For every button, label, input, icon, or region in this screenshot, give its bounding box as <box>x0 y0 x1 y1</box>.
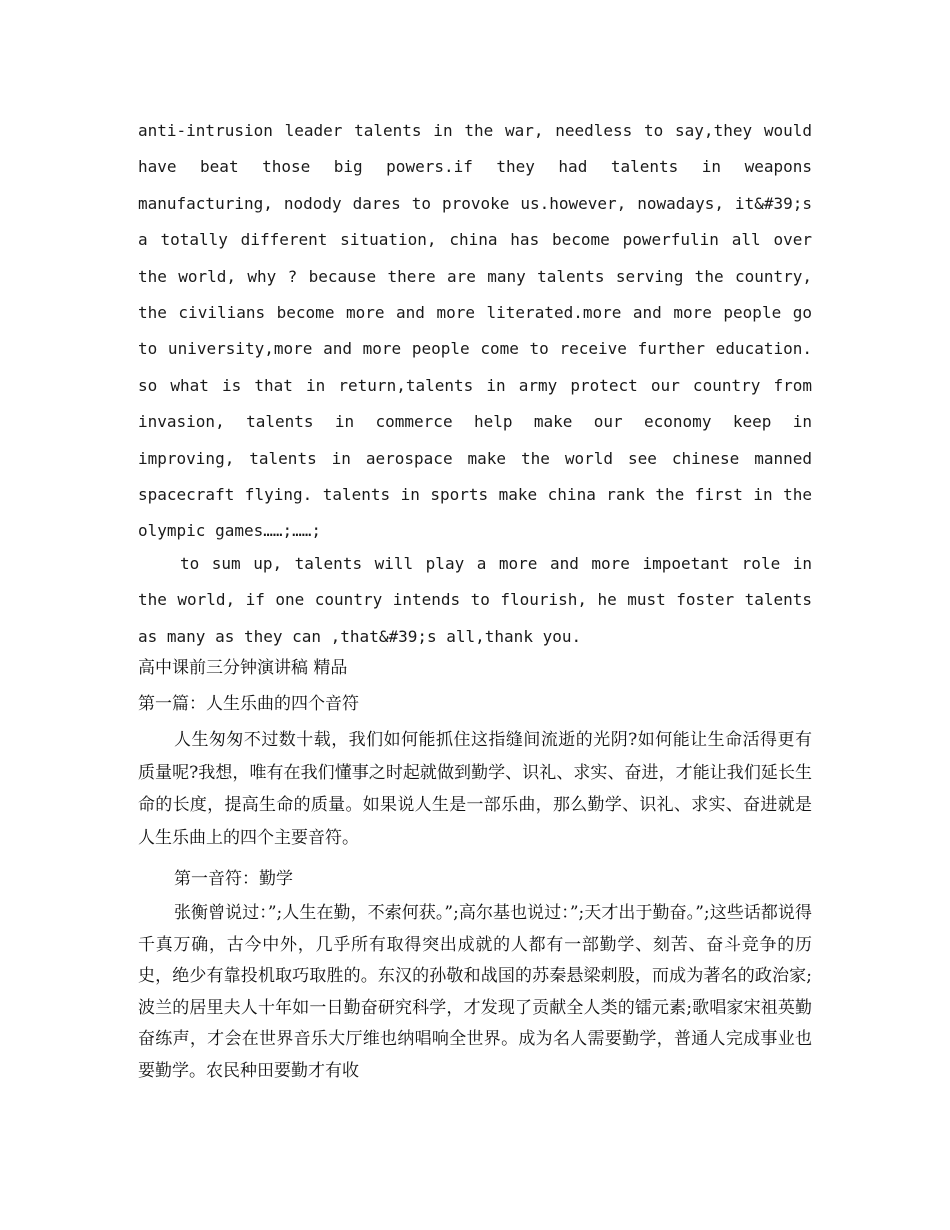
section-heading: 第一音符：勤学 <box>174 869 293 889</box>
english-paragraph-2: to sum up, talents will play a more and more impoetant role in the world, if one country intends to flourish, he must foster talents as many as they can ,that&#39;s all,thank you. <box>138 554 812 646</box>
chinese-paragraph-1: 人生匆匆不过数十载，我们如何能抓住这指缝间流逝的光阴?如何能让生命活得更有质量呢?我想，唯有在我们懂事之时起就做到勤学、识礼、求实、奋进，才能让我们延长生命的长度，提高生命的质量。如果说人生是一部乐曲，那么勤学、识礼、求实、奋进就是人生乐曲上的四个主要音符。 <box>138 730 812 848</box>
document-title: 高中课前三分钟演讲稿 精品 <box>138 658 348 678</box>
chinese-paragraph-2: 张衡曾说过：”;人生在勤，不索何获。”;高尔基也说过：”;天才出于勤奋。”;这些话都说得千真万确，古今中外，几乎所有取得突出成就的人都有一部勤学、刻苦、奋斗竞争的历史，绝少有靠投机取巧取胜的。东汉的孙敬和战国的苏秦悬梁刺股，而成为著名的政治家;波兰的居里夫人十年如一日勤奋研究科学，才发现了贡献全人类的镭元素;歌唱家宋祖英勤奋练声，才会在世界音乐大厅维也纳唱响全世界。成为名人需要勤学，普通人完成事业也要勤学。农民种田要勤才有收 <box>138 903 812 1081</box>
article-title: 第一篇：人生乐曲的四个音符 <box>138 694 359 714</box>
english-paragraph-1: anti-intrusion leader talents in the war, needless to say,they would have beat those big powers.if they had talents in weapons manufacturing, nodody dares to provoke us.however, nowadays, it&#39;s a totally different situation, china has become powerfulin all over the world, why ? because there are many talents serving the country, the civilians become more and more literated.more and more people go to university,more and more people come to receive further education. so what is that in return,talents in army protect our country from invasion, talents in commerce help make our economy keep in improving, talents in aerospace make the world see chinese manned spacecraft flying. talents in sports make china rank the first in the olympic games……;……; <box>138 121 812 541</box>
